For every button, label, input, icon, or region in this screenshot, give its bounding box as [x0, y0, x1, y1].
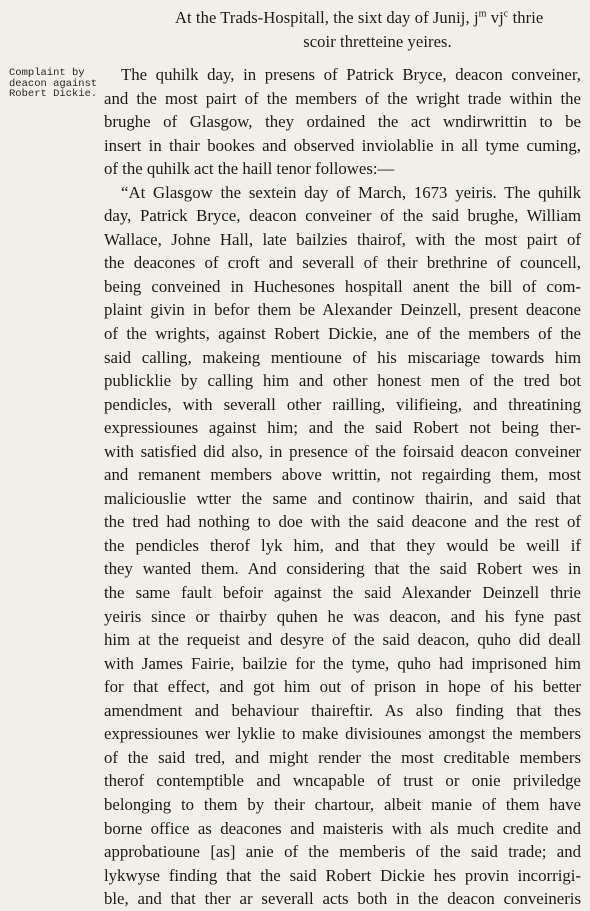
margin-note-line: Robert Dickie. [9, 88, 98, 100]
text-line: brughe of Glasgow, they ordained the act wndirwrittin to be [104, 112, 581, 132]
text-line: plaint givin in befor them be Alexander Deinzell, present deacone [104, 300, 581, 320]
text-line: maliciouslie wtter the same and continow thairin, and said that [104, 488, 581, 508]
text-line: and the most pairt of the members of the wright trade within the [104, 88, 581, 108]
heading-text: At the Trads-Hospitall, the sixt day of Junij, j [175, 8, 479, 27]
text-line: The quhilk day, in presens of Patrick Bryce, deacon conveiner, [121, 65, 581, 84]
text-line: the deacones of croft and severall of their brethrine of councell, [104, 253, 581, 273]
text-line: insert in thair bookes and observed inviolablie in all tyme cuming, [104, 135, 581, 155]
margin-note-line: Complaint by [9, 67, 85, 79]
text-line: publicklie by calling him and other honest men of the tred bot [104, 371, 581, 391]
text-line: of the wrights, against Robert Dickie, ane of the members of the [104, 324, 581, 344]
text-line: being conveined in Huchesones hospitall anent the bill of com- [104, 276, 581, 296]
heading-superscript: m [478, 8, 487, 20]
text-line: of the quhilk act the haill tenor followes:— [104, 159, 395, 179]
text-line: him at the requeist and desyre of the said deacon, quho did deall [104, 630, 581, 650]
text-line: borne office as deacones and maisteris with als much credite and [104, 818, 581, 838]
text-line: expressiounes wer lyklie to make divisiounes amongst the members [104, 724, 581, 744]
text-line: they wanted them. And considering that the said Robert wes in [104, 559, 581, 579]
body-text [104, 63, 581, 911]
text-line: belonging to them by their chartour, albeit manie of them have [104, 794, 581, 814]
text-line: expressiounes against him; and the said Robert not being ther- [104, 418, 581, 438]
text-line: with satisfied did also, in presence of the foirsaid deacon conveiner [104, 441, 581, 461]
text-line: Wallace, Johne Hall, late bailzies thairof, with the most pairt of [104, 229, 581, 249]
heading-superscript: c [503, 8, 509, 20]
text-line: amendment and behaviour thaireftir. As also finding that thes [104, 700, 581, 720]
text-line: approbatioune [as] anie of the memberis of the said trade; and [104, 842, 581, 862]
text-line: for that effect, and got him out of prison in hope of his better [104, 677, 581, 697]
text-line: therof contemptible and wncapable of trust or onie priviledge [104, 771, 581, 791]
text-line: said calling, makeing mentioune of his miscariage towards him [104, 347, 581, 367]
text-line: lykwyse finding that the said Robert Dickie hes provin incorrigi- [104, 865, 581, 885]
text-line: with James Fairie, bailzie for the tyme, quho had imprisoned him [104, 653, 581, 673]
text-line: of the said tred, and might render the most creditable members [104, 747, 581, 767]
text-line: ble, and that ther ar severall acts both in the deacon conveineris [104, 889, 581, 909]
text-line: the pendicles therof lyk him, and that they would be weill if [104, 535, 581, 555]
text-line: the same fault befoir against the said Alexander Deinzell thrie [104, 583, 581, 603]
page-heading [175, 6, 580, 54]
text-line: “At Glasgow the sextein day of March, 1673 yeiris. The quhilk [121, 182, 581, 202]
heading-line-2: scoir thretteine yeires. [303, 32, 452, 51]
heading-text: vj [486, 8, 504, 27]
text-line: the tred had nothing to doe with the said deacone and the rest of [104, 512, 581, 532]
heading-line-1 [175, 8, 543, 27]
text-line: yeiris since or thairby quhen he was deacon, and his fyne past [104, 606, 581, 626]
text-line: and remanent members above writtin, not regairding them, most [104, 465, 581, 485]
margin-note [9, 68, 109, 100]
margin-note-line: deacon against [9, 77, 98, 90]
text-line: pendicles, with severall other railling, vilifieing, and threatining [104, 394, 581, 414]
text-line: day, Patrick Bryce, deacon conveiner of the said brughe, William [104, 206, 581, 226]
heading-text: thrie [508, 8, 544, 27]
